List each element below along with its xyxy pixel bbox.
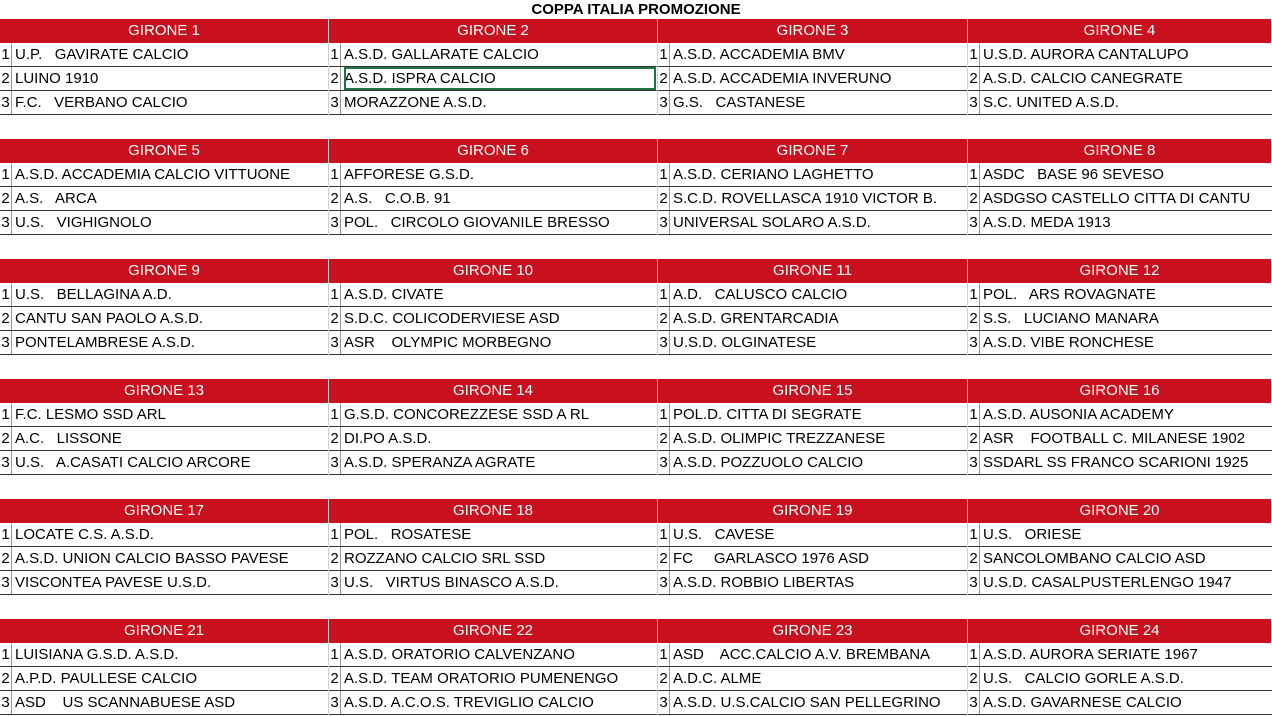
- group-header: GIRONE 2: [329, 19, 658, 43]
- position-number: 3: [329, 211, 341, 234]
- column-divider: [967, 499, 968, 595]
- team-cell[interactable]: A.S.D. VIBE RONCHESE: [983, 334, 1154, 351]
- header-row: [0, 619, 1272, 643]
- group-header: GIRONE 21: [0, 619, 329, 643]
- position-number: 2: [658, 667, 670, 690]
- team-cell[interactable]: U.S. VIRTUS BINASCO A.S.D.: [344, 574, 559, 591]
- team-cell[interactable]: A.S.D. A.C.O.S. TREVIGLIO CALCIO: [344, 694, 594, 711]
- group-block: [0, 499, 1272, 595]
- team-cell[interactable]: A.S. C.O.B. 91: [344, 190, 451, 207]
- position-number: 3: [0, 91, 12, 114]
- team-cell[interactable]: A.S.D. AUSONIA ACADEMY: [983, 406, 1174, 423]
- position-number: 1: [0, 43, 12, 66]
- team-cell[interactable]: A.S.D. MEDA 1913: [983, 214, 1111, 231]
- position-number: 3: [658, 211, 670, 234]
- column-divider: [967, 259, 968, 355]
- position-number: 3: [329, 691, 341, 714]
- position-number: 3: [0, 571, 12, 594]
- position-number: 1: [329, 43, 341, 66]
- team-cell[interactable]: PONTELAMBRESE A.S.D.: [15, 334, 196, 351]
- position-number: 3: [968, 451, 980, 474]
- team-cell[interactable]: A.S.D. AURORA SERIATE 1967: [983, 646, 1198, 663]
- table-row: [0, 163, 1272, 187]
- header-row: [0, 139, 1272, 163]
- team-cell[interactable]: A.D.C. ALME: [673, 670, 762, 687]
- position-number: 1: [658, 43, 670, 66]
- position-number: 2: [0, 667, 12, 690]
- table-row: [0, 691, 1272, 715]
- team-cell[interactable]: A.C. LISSONE: [15, 430, 122, 447]
- page-title: COPPA ITALIA PROMOZIONE: [531, 1, 741, 18]
- team-cell[interactable]: VISCONTEA PAVESE U.S.D.: [15, 574, 212, 591]
- column-divider: [657, 619, 658, 715]
- table-row: [0, 331, 1272, 355]
- column-divider: [328, 139, 329, 235]
- table-row: [0, 91, 1272, 115]
- position-number: 1: [658, 403, 670, 426]
- table-row: [0, 427, 1272, 451]
- group-header: GIRONE 22: [329, 619, 658, 643]
- position-number: 3: [658, 331, 670, 354]
- table-row: [0, 283, 1272, 307]
- position-number: 3: [329, 451, 341, 474]
- team-cell[interactable]: F.C. LESMO SSD ARL: [15, 406, 166, 423]
- position-number: 3: [0, 451, 12, 474]
- team-cell[interactable]: S.C.D. ROVELLASCA 1910 VICTOR B.: [673, 190, 937, 207]
- team-cell[interactable]: SSDARL SS FRANCO SCARIONI 1925: [983, 454, 1249, 471]
- column-divider: [328, 259, 329, 355]
- position-number: 3: [968, 91, 980, 114]
- team-cell[interactable]: SANCOLOMBANO CALCIO ASD: [983, 550, 1206, 567]
- position-number: 1: [658, 643, 670, 666]
- group-header: GIRONE 13: [0, 379, 329, 403]
- table-row: [0, 43, 1272, 67]
- team-cell[interactable]: UNIVERSAL SOLARO A.S.D.: [673, 214, 871, 231]
- column-divider: [657, 139, 658, 235]
- table-row: [0, 571, 1272, 595]
- position-number: 1: [329, 523, 341, 546]
- position-number: 3: [968, 571, 980, 594]
- column-divider: [967, 19, 968, 115]
- team-cell[interactable]: A.S.D. ACCADEMIA INVERUNO: [673, 70, 892, 87]
- position-number: 3: [968, 211, 980, 234]
- column-divider: [657, 259, 658, 355]
- group-header: GIRONE 18: [329, 499, 658, 523]
- position-number: 2: [329, 307, 341, 330]
- group-header: GIRONE 3: [658, 19, 968, 43]
- group-header: GIRONE 5: [0, 139, 329, 163]
- team-cell[interactable]: A.S.D. UNION CALCIO BASSO PAVESE: [15, 550, 289, 567]
- position-number: 2: [968, 427, 980, 450]
- table-row: [0, 211, 1272, 235]
- team-cell[interactable]: ASD US SCANNABUESE ASD: [15, 694, 236, 711]
- group-header: GIRONE 4: [968, 19, 1272, 43]
- position-number: 3: [658, 91, 670, 114]
- position-number: 2: [658, 307, 670, 330]
- column-divider: [967, 139, 968, 235]
- table-row: [0, 67, 1272, 91]
- position-number: 1: [0, 283, 12, 306]
- group-header: GIRONE 23: [658, 619, 968, 643]
- position-number: 1: [968, 163, 980, 186]
- team-cell[interactable]: A.S.D. GRENTARCADIA: [673, 310, 839, 327]
- column-divider: [328, 619, 329, 715]
- team-cell[interactable]: ASDGSO CASTELLO CITTA DI CANTU: [983, 190, 1251, 207]
- group-header: GIRONE 6: [329, 139, 658, 163]
- position-number: 2: [658, 187, 670, 210]
- team-cell[interactable]: A.S.D. ROBBIO LIBERTAS: [673, 574, 855, 591]
- team-cell[interactable]: ASD ACC.CALCIO A.V. BREMBANA: [673, 646, 931, 663]
- team-cell[interactable]: A.S.D. ORATORIO CALVENZANO: [344, 646, 575, 663]
- column-divider: [967, 619, 968, 715]
- team-cell[interactable]: A.S.D. TEAM ORATORIO PUMENENGO: [344, 670, 619, 687]
- position-number: 2: [968, 667, 980, 690]
- team-cell[interactable]: A.P.D. PAULLESE CALCIO: [15, 670, 198, 687]
- position-number: 1: [968, 403, 980, 426]
- team-cell[interactable]: A.S.D. CERIANO LAGHETTO: [673, 166, 874, 183]
- table-row: [0, 307, 1272, 331]
- position-number: 2: [0, 427, 12, 450]
- team-cell[interactable]: U.P. GAVIRATE CALCIO: [15, 46, 189, 63]
- position-number: 2: [329, 547, 341, 570]
- team-cell[interactable]: A.S.D. U.S.CALCIO SAN PELLEGRINO: [673, 694, 941, 711]
- position-number: 3: [329, 91, 341, 114]
- position-number: 2: [968, 547, 980, 570]
- group-header: GIRONE 17: [0, 499, 329, 523]
- group-header: GIRONE 7: [658, 139, 968, 163]
- position-number: 2: [968, 67, 980, 90]
- group-header: GIRONE 15: [658, 379, 968, 403]
- table-row: [0, 451, 1272, 475]
- group-header: GIRONE 19: [658, 499, 968, 523]
- header-row: [0, 499, 1272, 523]
- position-number: 1: [0, 523, 12, 546]
- position-number: 2: [968, 187, 980, 210]
- team-cell[interactable]: A.S.D. ISPRA CALCIO: [344, 67, 656, 90]
- team-cell[interactable]: A.S.D. ACCADEMIA BMV: [673, 46, 845, 63]
- table-row: [0, 187, 1272, 211]
- team-cell[interactable]: U.S.D. AURORA CANTALUPO: [983, 46, 1189, 63]
- group-block: [0, 619, 1272, 715]
- team-cell[interactable]: POL. CIRCOLO GIOVANILE BRESSO: [344, 214, 610, 231]
- group-header: GIRONE 9: [0, 259, 329, 283]
- team-cell[interactable]: F.C. VERBANO CALCIO: [15, 94, 188, 111]
- column-divider: [657, 19, 658, 115]
- team-cell[interactable]: FC GARLASCO 1976 ASD: [673, 550, 869, 567]
- header-row: [0, 19, 1272, 43]
- team-cell[interactable]: A.S. ARCA: [15, 190, 97, 207]
- position-number: 1: [329, 643, 341, 666]
- group-header: GIRONE 8: [968, 139, 1272, 163]
- team-cell[interactable]: A.S.D. OLIMPIC TREZZANESE: [673, 430, 886, 447]
- position-number: 1: [0, 403, 12, 426]
- team-cell[interactable]: U.S.D. CASALPUSTERLENGO 1947: [983, 574, 1232, 591]
- table-row: [0, 667, 1272, 691]
- group-block: [0, 139, 1272, 235]
- position-number: 1: [658, 523, 670, 546]
- position-number: 2: [329, 187, 341, 210]
- column-divider: [328, 379, 329, 475]
- team-cell[interactable]: ASDC BASE 96 SEVESO: [983, 166, 1164, 183]
- team-cell[interactable]: LOCATE C.S. A.S.D.: [15, 526, 154, 543]
- team-cell[interactable]: AFFORESE G.S.D.: [344, 166, 475, 183]
- position-number: 2: [658, 67, 670, 90]
- team-cell[interactable]: U.S.D. OLGINATESE: [673, 334, 817, 351]
- team-cell[interactable]: ROZZANO CALCIO SRL SSD: [344, 550, 546, 567]
- column-divider: [967, 379, 968, 475]
- position-number: 3: [329, 571, 341, 594]
- position-number: 3: [658, 691, 670, 714]
- table-row: [0, 523, 1272, 547]
- table-row: [0, 643, 1272, 667]
- position-number: 1: [968, 283, 980, 306]
- column-divider: [328, 19, 329, 115]
- position-number: 2: [0, 187, 12, 210]
- position-number: 2: [329, 67, 341, 90]
- group-header: GIRONE 1: [0, 19, 329, 43]
- position-number: 1: [329, 283, 341, 306]
- team-cell[interactable]: S.S. LUCIANO MANARA: [983, 310, 1159, 327]
- team-cell[interactable]: A.D. CALUSCO CALCIO: [673, 286, 848, 303]
- position-number: 1: [968, 643, 980, 666]
- column-divider: [328, 499, 329, 595]
- table-row: [0, 547, 1272, 571]
- position-number: 3: [0, 211, 12, 234]
- group-header: GIRONE 14: [329, 379, 658, 403]
- team-cell[interactable]: U.S. A.CASATI CALCIO ARCORE: [15, 454, 251, 471]
- position-number: 2: [658, 427, 670, 450]
- header-row: [0, 379, 1272, 403]
- position-number: 3: [0, 691, 12, 714]
- column-divider: [657, 379, 658, 475]
- group-header: GIRONE 12: [968, 259, 1272, 283]
- position-number: 1: [968, 523, 980, 546]
- team-cell[interactable]: A.S.D. ACCADEMIA CALCIO VITTUONE: [15, 166, 291, 183]
- team-cell[interactable]: U.S. ORIESE: [983, 526, 1082, 543]
- position-number: 2: [0, 547, 12, 570]
- position-number: 2: [0, 307, 12, 330]
- position-number: 1: [0, 163, 12, 186]
- team-cell[interactable]: A.S.D. CALCIO CANEGRATE: [983, 70, 1183, 87]
- position-number: 1: [329, 163, 341, 186]
- team-cell[interactable]: ASR FOOTBALL C. MILANESE 1902: [983, 430, 1246, 447]
- team-cell[interactable]: U.S. CAVESE: [673, 526, 775, 543]
- position-number: 1: [0, 643, 12, 666]
- team-cell[interactable]: POL.D. CITTA DI SEGRATE: [673, 406, 862, 423]
- team-cell[interactable]: A.S.D. CIVATE: [344, 286, 444, 303]
- team-cell[interactable]: S.D.C. COLICODERVIESE ASD: [344, 310, 560, 327]
- position-number: 1: [658, 283, 670, 306]
- position-number: 2: [329, 667, 341, 690]
- table-row: [0, 403, 1272, 427]
- group-header: GIRONE 11: [658, 259, 968, 283]
- group-header: GIRONE 10: [329, 259, 658, 283]
- team-cell[interactable]: U.S. VIGHIGNOLO: [15, 214, 152, 231]
- group-header: GIRONE 20: [968, 499, 1272, 523]
- team-cell[interactable]: U.S. BELLAGINA A.D.: [15, 286, 172, 303]
- position-number: 3: [658, 451, 670, 474]
- team-cell[interactable]: A.S.D. SPERANZA AGRATE: [344, 454, 536, 471]
- position-number: 3: [968, 331, 980, 354]
- position-number: 3: [658, 571, 670, 594]
- group-block: [0, 259, 1272, 355]
- team-cell[interactable]: G.S.D. CONCOREZZESE SSD A RL: [344, 406, 590, 423]
- team-cell[interactable]: A.S.D. POZZUOLO CALCIO: [673, 454, 864, 471]
- position-number: 1: [329, 403, 341, 426]
- team-cell[interactable]: S.C. UNITED A.S.D.: [983, 94, 1119, 111]
- team-cell[interactable]: A.S.D. GALLARATE CALCIO: [344, 46, 539, 63]
- position-number: 2: [0, 67, 12, 90]
- team-cell[interactable]: POL. ROSATESE: [344, 526, 472, 543]
- team-cell[interactable]: DI.PO A.S.D.: [344, 430, 432, 447]
- team-cell[interactable]: A.S.D. GAVARNESE CALCIO: [983, 694, 1182, 711]
- position-number: 3: [329, 331, 341, 354]
- group-block: [0, 379, 1272, 475]
- team-cell[interactable]: ASR OLYMPIC MORBEGNO: [344, 334, 552, 351]
- position-number: 3: [0, 331, 12, 354]
- column-divider: [657, 499, 658, 595]
- team-cell[interactable]: G.S. CASTANESE: [673, 94, 806, 111]
- position-number: 3: [968, 691, 980, 714]
- team-cell[interactable]: LUINO 1910: [15, 70, 99, 87]
- team-cell[interactable]: CANTU SAN PAOLO A.S.D.: [15, 310, 204, 327]
- team-cell[interactable]: POL. ARS ROVAGNATE: [983, 286, 1156, 303]
- group-block: [0, 19, 1272, 115]
- team-cell[interactable]: U.S. CALCIO GORLE A.S.D.: [983, 670, 1184, 687]
- team-cell[interactable]: LUISIANA G.S.D. A.S.D.: [15, 646, 179, 663]
- team-cell[interactable]: MORAZZONE A.S.D.: [344, 94, 487, 111]
- group-header: GIRONE 16: [968, 379, 1272, 403]
- position-number: 2: [658, 547, 670, 570]
- position-number: 2: [968, 307, 980, 330]
- position-number: 1: [968, 43, 980, 66]
- group-header: GIRONE 24: [968, 619, 1272, 643]
- position-number: 2: [329, 427, 341, 450]
- position-number: 1: [658, 163, 670, 186]
- header-row: [0, 259, 1272, 283]
